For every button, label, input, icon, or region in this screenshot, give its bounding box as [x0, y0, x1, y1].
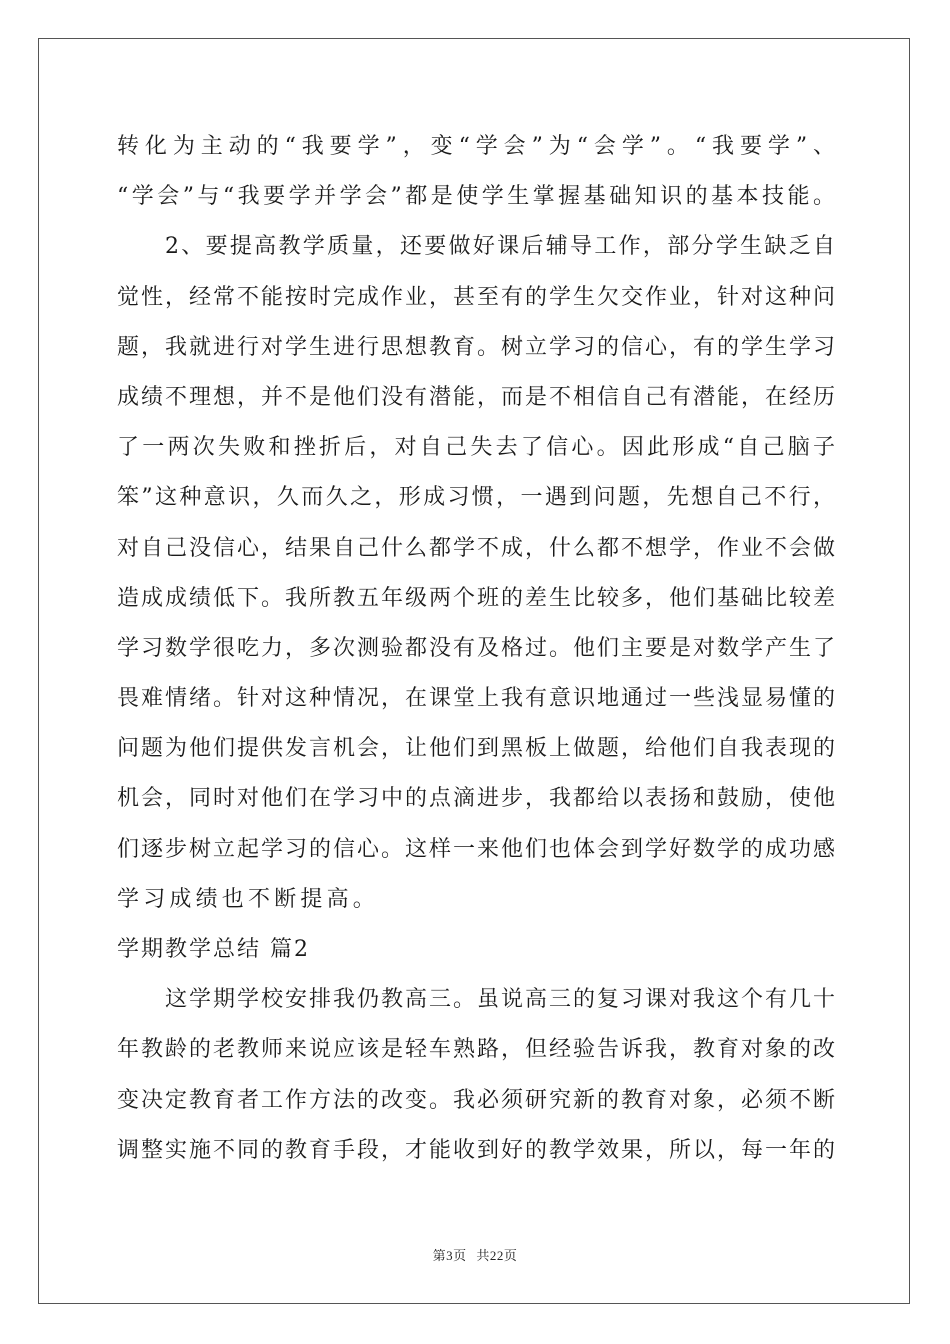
section-heading: 学期教学总结 篇2 [117, 937, 310, 962]
text-line: 了一两次失败和挫折后，对自己失去了信心。因此形成“自己脑子 [117, 435, 835, 461]
page-total: 共22页 [476, 1248, 518, 1263]
text-line: 们逐步树立起学习的信心。这样一来他们也体会到学好数学的成功感 [117, 836, 835, 862]
text-line: “学会”与“我要学并学会”都是使学生掌握基础知识的基本技能。 [117, 184, 835, 210]
text-line: 题，我就进行对学生进行思想教育。树立学习的信心，有的学生学习 [117, 334, 835, 360]
text-line: 变决定教育者工作方法的改变。我必须研究新的教育对象，必须不断 [117, 1087, 835, 1113]
text-line: 学习数学很吃力，多次测验都没有及格过。他们主要是对数学产生了 [117, 635, 835, 661]
text-line: 这学期学校安排我仍教高三。虽说高三的复习课对我这个有几十 [165, 987, 835, 1013]
text-line: 转化为主动的“我要学”，变“学会”为“会学”。“我要学”、 [117, 134, 835, 159]
document-body [117, 122, 835, 1176]
text-line: 问题为他们提供发言机会，让他们到黑板上做题，给他们自我表现的 [117, 736, 835, 762]
text-line: 笨”这种意识，久而久之，形成习惯，一遇到问题，先想自己不行， [117, 485, 835, 511]
text-line: 年教龄的老教师来说应该是轻车熟路，但经验告诉我，教育对象的改 [117, 1037, 835, 1063]
text-line: 造成成绩低下。我所教五年级两个班的差生比较多，他们基础比较差 [117, 585, 835, 611]
text-line: 对自己没信心，结果自己什么都学不成，什么都不想学，作业不会做 [117, 535, 835, 561]
text-line: 成绩不理想，并不是他们没有潜能，而是不相信自己有潜能，在经历 [117, 384, 835, 410]
text-line: 畏难情绪。针对这种情况，在课堂上我有意识地通过一些浅显易懂的 [117, 686, 835, 712]
text-line: 觉性，经常不能按时完成作业，甚至有的学生欠交作业，针对这种问 [117, 284, 835, 310]
text-line: 调整实施不同的教育手段，才能收到好的教学效果，所以，每一年的 [117, 1137, 835, 1163]
text-line: 机会，同时对他们在学习中的点滴进步，我都给以表扬和鼓励，使他 [117, 786, 835, 812]
text-line: 学习成绩也不断提高。 [117, 886, 380, 912]
page-footer [0, 1245, 950, 1264]
text-line: 2、要提高教学质量，还要做好课后辅导工作，部分学生缺乏自 [165, 234, 835, 260]
page-number: 第3页 [432, 1248, 467, 1263]
